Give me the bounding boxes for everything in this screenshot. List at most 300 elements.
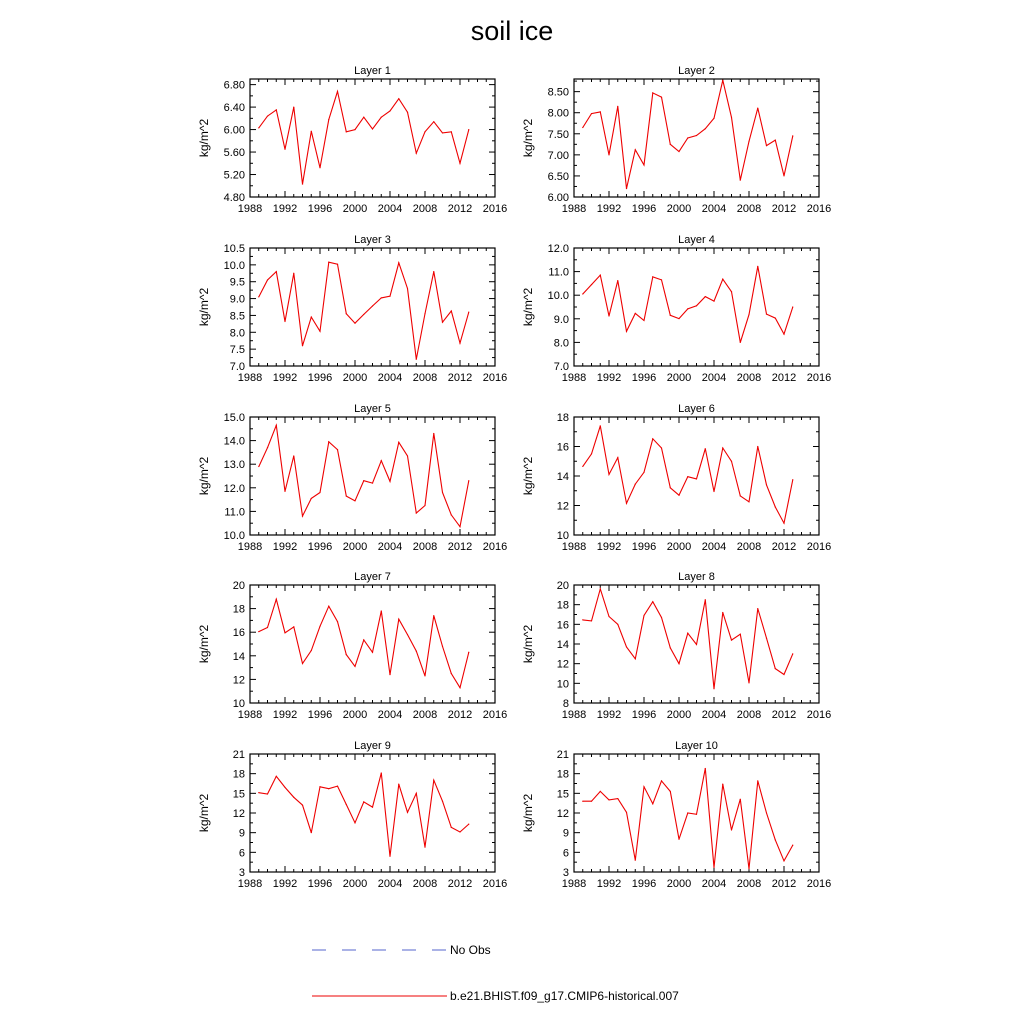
y-tick-label: 10 xyxy=(556,530,569,542)
y-tick-label: 12.0 xyxy=(547,243,569,255)
data-point xyxy=(643,615,644,616)
x-tick-label: 2016 xyxy=(482,709,508,721)
panel-layer-5 xyxy=(197,403,507,553)
data-point xyxy=(459,342,460,343)
y-tick-label: 8.0 xyxy=(553,337,569,350)
x-tick-label: 2004 xyxy=(701,203,727,215)
data-point xyxy=(617,280,618,281)
data-point xyxy=(468,824,469,825)
y-tick-label: 21 xyxy=(232,749,245,761)
data-point xyxy=(670,144,671,145)
data-point xyxy=(740,180,741,181)
x-tick-label: 2016 xyxy=(482,372,508,384)
data-point xyxy=(635,658,636,659)
data-point xyxy=(731,639,732,640)
data-point xyxy=(696,305,697,306)
y-tick-label: 8.00 xyxy=(547,107,569,120)
x-tick-label: 2008 xyxy=(736,709,762,721)
data-point xyxy=(284,491,285,492)
x-tick-label: 1992 xyxy=(596,203,622,215)
data-point xyxy=(372,305,373,306)
x-tick-label: 1996 xyxy=(307,541,333,553)
y-tick-label: 12 xyxy=(232,808,245,820)
data-point xyxy=(398,619,399,620)
x-tick-label: 2016 xyxy=(806,878,832,890)
data-point xyxy=(635,860,636,861)
data-point xyxy=(783,523,784,524)
data-point xyxy=(582,801,583,802)
data-point xyxy=(670,791,671,792)
data-point xyxy=(705,128,706,129)
x-tick-label: 2012 xyxy=(771,372,797,384)
data-point xyxy=(363,801,364,802)
x-tick-label: 2004 xyxy=(377,709,403,721)
y-tick-label: 20 xyxy=(232,580,245,592)
data-point xyxy=(276,109,277,110)
data-point xyxy=(687,476,688,477)
data-point xyxy=(661,617,662,618)
data-point xyxy=(381,610,382,611)
data-point xyxy=(258,296,259,297)
x-tick-label: 1988 xyxy=(561,372,587,384)
y-axis-label: kg/m^2 xyxy=(197,793,211,833)
data-point xyxy=(258,466,259,467)
data-point xyxy=(363,639,364,640)
y-tick-label: 5.60 xyxy=(223,147,245,160)
y-tick-label: 8.0 xyxy=(229,327,245,340)
data-point xyxy=(442,801,443,802)
data-point xyxy=(381,117,382,118)
data-point xyxy=(451,827,452,828)
data-point xyxy=(626,646,627,647)
data-point xyxy=(293,626,294,627)
data-point xyxy=(792,135,793,136)
x-tick-label: 1996 xyxy=(631,203,657,215)
y-tick-label: 11.0 xyxy=(224,506,245,519)
y-tick-label: 12.0 xyxy=(223,482,245,495)
data-point xyxy=(293,455,294,456)
data-point xyxy=(363,480,364,481)
y-tick-label: 7.00 xyxy=(547,149,569,162)
data-point xyxy=(591,453,592,454)
x-tick-label: 2000 xyxy=(666,709,692,721)
y-tick-label: 10 xyxy=(556,678,569,691)
data-point xyxy=(416,793,417,794)
data-point xyxy=(757,107,758,108)
x-tick-label: 2000 xyxy=(342,709,368,721)
x-tick-label: 2004 xyxy=(377,372,403,384)
data-point xyxy=(731,829,732,830)
y-tick-label: 7.5 xyxy=(229,344,245,357)
data-point xyxy=(407,455,408,456)
x-tick-label: 1988 xyxy=(561,709,587,721)
data-point xyxy=(302,663,303,664)
data-point xyxy=(713,301,714,302)
y-tick-label: 9.5 xyxy=(229,276,245,289)
data-point xyxy=(617,798,618,799)
data-point xyxy=(319,331,320,332)
data-point xyxy=(740,634,741,635)
y-tick-label: 8.50 xyxy=(547,86,569,99)
data-point xyxy=(678,318,679,319)
y-tick-label: 9 xyxy=(238,827,245,840)
data-point xyxy=(748,868,749,869)
data-point xyxy=(424,846,425,847)
data-point xyxy=(424,505,425,506)
data-point xyxy=(652,92,653,93)
data-point xyxy=(354,666,355,667)
data-point xyxy=(670,647,671,648)
data-point xyxy=(424,313,425,314)
data-point xyxy=(740,342,741,343)
data-point xyxy=(311,498,312,499)
data-point xyxy=(661,447,662,448)
data-point xyxy=(792,845,793,846)
x-tick-label: 2004 xyxy=(701,709,727,721)
data-point xyxy=(442,646,443,647)
data-point xyxy=(346,495,347,496)
data-point xyxy=(591,284,592,285)
data-point xyxy=(459,526,460,527)
y-axis-label: kg/m^2 xyxy=(521,118,535,158)
data-point xyxy=(363,117,364,118)
data-point xyxy=(678,839,679,840)
data-point xyxy=(757,608,758,609)
x-tick-label: 2012 xyxy=(771,878,797,890)
data-point xyxy=(608,315,609,316)
data-point xyxy=(284,321,285,322)
y-axis-label: kg/m^2 xyxy=(197,118,211,158)
data-point xyxy=(354,500,355,501)
x-tick-label: 2012 xyxy=(447,372,473,384)
data-point xyxy=(626,503,627,504)
data-point xyxy=(276,599,277,600)
data-point xyxy=(451,131,452,132)
data-point xyxy=(643,786,644,787)
data-point xyxy=(652,438,653,439)
y-axis-label: kg/m^2 xyxy=(197,287,211,327)
data-point xyxy=(346,131,347,132)
data-point xyxy=(372,482,373,483)
panel-layer-8 xyxy=(521,571,831,721)
y-tick-label: 9.0 xyxy=(229,293,245,306)
y-tick-label: 9.0 xyxy=(553,313,569,326)
data-point xyxy=(328,262,329,263)
legend-label-2: b.e21.BHIST.f09_g17.CMIP6-historical.007 xyxy=(450,989,679,1003)
y-tick-label: 7.50 xyxy=(547,128,569,141)
data-point xyxy=(652,276,653,277)
x-tick-label: 1992 xyxy=(272,878,298,890)
x-tick-label: 2016 xyxy=(482,878,508,890)
data-point xyxy=(389,856,390,857)
data-point xyxy=(652,803,653,804)
data-point xyxy=(389,296,390,297)
data-point xyxy=(582,127,583,128)
data-point xyxy=(678,663,679,664)
data-point xyxy=(319,167,320,168)
y-tick-label: 6.00 xyxy=(547,192,569,204)
data-point xyxy=(319,786,320,787)
plot-frame xyxy=(250,248,495,366)
data-point xyxy=(775,317,776,318)
data-point xyxy=(389,110,390,111)
data-point xyxy=(267,115,268,116)
y-tick-label: 12 xyxy=(232,674,245,687)
data-point xyxy=(705,296,706,297)
y-tick-label: 6 xyxy=(562,847,569,860)
data-point xyxy=(705,768,706,769)
y-tick-label: 10.0 xyxy=(223,530,245,542)
data-point xyxy=(757,266,758,267)
data-point xyxy=(433,780,434,781)
data-point xyxy=(328,441,329,442)
data-point xyxy=(713,867,714,868)
series-line-1 xyxy=(259,773,469,856)
data-point xyxy=(792,479,793,480)
x-tick-label: 1992 xyxy=(272,203,298,215)
data-point xyxy=(354,129,355,130)
data-point xyxy=(643,320,644,321)
y-tick-label: 15 xyxy=(232,788,245,801)
x-tick-label: 1996 xyxy=(631,709,657,721)
y-tick-label: 14 xyxy=(556,471,569,483)
data-point xyxy=(713,118,714,119)
x-tick-label: 2004 xyxy=(701,878,727,890)
data-point xyxy=(433,121,434,122)
data-point xyxy=(398,98,399,99)
data-point xyxy=(328,788,329,789)
data-point xyxy=(451,673,452,674)
data-point xyxy=(407,812,408,813)
legend xyxy=(312,943,679,1003)
series-line-1 xyxy=(583,426,793,523)
y-tick-label: 21 xyxy=(556,749,569,761)
data-point xyxy=(722,612,723,613)
x-tick-label: 2016 xyxy=(806,541,832,553)
data-point xyxy=(337,449,338,450)
panel-title: Layer 4 xyxy=(678,234,715,246)
y-tick-label: 18 xyxy=(556,768,569,781)
x-tick-label: 1992 xyxy=(596,541,622,553)
data-point xyxy=(267,447,268,448)
x-tick-label: 1988 xyxy=(561,878,587,890)
x-tick-label: 1992 xyxy=(272,709,298,721)
data-point xyxy=(416,512,417,513)
data-point xyxy=(381,297,382,298)
data-point xyxy=(748,682,749,683)
x-tick-label: 1988 xyxy=(237,878,263,890)
x-tick-label: 2004 xyxy=(377,541,403,553)
x-tick-label: 2016 xyxy=(482,203,508,215)
y-tick-label: 12 xyxy=(556,808,569,820)
data-point xyxy=(775,140,776,141)
data-point xyxy=(311,131,312,132)
data-point xyxy=(381,460,382,461)
data-point xyxy=(442,132,443,133)
y-tick-label: 16 xyxy=(232,627,245,640)
x-tick-label: 2012 xyxy=(771,203,797,215)
x-tick-label: 1992 xyxy=(272,541,298,553)
data-point xyxy=(635,149,636,150)
x-tick-label: 2000 xyxy=(666,203,692,215)
panel-layer-7 xyxy=(197,571,507,721)
data-point xyxy=(442,322,443,323)
x-tick-label: 2004 xyxy=(701,372,727,384)
data-point xyxy=(468,480,469,481)
data-point xyxy=(722,80,723,81)
data-point xyxy=(258,127,259,128)
data-point xyxy=(284,787,285,788)
series-line-1 xyxy=(259,91,469,184)
data-point xyxy=(328,119,329,120)
data-point xyxy=(678,495,679,496)
data-point xyxy=(293,797,294,798)
x-tick-label: 2012 xyxy=(447,541,473,553)
y-axis-label: kg/m^2 xyxy=(521,624,535,664)
panel-layer-10 xyxy=(521,740,831,890)
x-tick-label: 1992 xyxy=(596,372,622,384)
data-point xyxy=(783,334,784,335)
data-point xyxy=(766,638,767,639)
data-point xyxy=(433,615,434,616)
data-point xyxy=(696,135,697,136)
data-point xyxy=(722,447,723,448)
data-point xyxy=(267,627,268,628)
x-tick-label: 2008 xyxy=(412,878,438,890)
data-point xyxy=(731,291,732,292)
data-point xyxy=(626,812,627,813)
x-tick-label: 2000 xyxy=(342,203,368,215)
data-point xyxy=(459,687,460,688)
y-tick-label: 16 xyxy=(556,619,569,632)
data-point xyxy=(284,632,285,633)
data-point xyxy=(670,315,671,316)
x-tick-label: 1996 xyxy=(307,372,333,384)
data-point xyxy=(713,688,714,689)
x-tick-label: 2000 xyxy=(342,372,368,384)
x-tick-label: 2016 xyxy=(482,541,508,553)
data-point xyxy=(354,822,355,823)
x-tick-label: 2008 xyxy=(736,878,762,890)
data-point xyxy=(293,106,294,107)
data-point xyxy=(372,652,373,653)
x-tick-label: 2004 xyxy=(377,203,403,215)
panel-title: Layer 10 xyxy=(675,740,718,752)
data-point xyxy=(766,484,767,485)
data-point xyxy=(407,288,408,289)
data-point xyxy=(591,801,592,802)
data-point xyxy=(311,650,312,651)
data-point xyxy=(696,814,697,815)
panel-layer-4 xyxy=(521,234,831,384)
data-point xyxy=(617,106,618,107)
data-point xyxy=(459,831,460,832)
data-point xyxy=(661,279,662,280)
y-tick-label: 6.80 xyxy=(223,79,245,92)
y-tick-label: 6.50 xyxy=(547,170,569,183)
data-point xyxy=(363,314,364,315)
data-point xyxy=(381,772,382,773)
data-point xyxy=(600,588,601,589)
data-point xyxy=(433,433,434,434)
y-tick-label: 18 xyxy=(232,768,245,781)
data-point xyxy=(635,484,636,485)
data-point xyxy=(267,793,268,794)
panel-title: Layer 6 xyxy=(678,403,715,415)
data-point xyxy=(468,311,469,312)
series-line-1 xyxy=(583,80,793,188)
data-point xyxy=(766,145,767,146)
data-point xyxy=(276,425,277,426)
y-axis-label: kg/m^2 xyxy=(521,287,535,327)
data-point xyxy=(258,792,259,793)
x-tick-label: 2012 xyxy=(447,203,473,215)
data-point xyxy=(705,448,706,449)
data-point xyxy=(468,129,469,130)
panel-title: Layer 9 xyxy=(354,740,391,752)
data-point xyxy=(389,674,390,675)
data-point xyxy=(731,117,732,118)
data-point xyxy=(687,812,688,813)
data-point xyxy=(722,279,723,280)
plot-frame xyxy=(574,79,819,197)
x-tick-label: 1988 xyxy=(561,541,587,553)
data-point xyxy=(407,634,408,635)
data-point xyxy=(783,674,784,675)
data-point xyxy=(582,619,583,620)
data-point xyxy=(354,323,355,324)
x-tick-label: 1992 xyxy=(596,878,622,890)
x-tick-label: 2016 xyxy=(806,709,832,721)
data-point xyxy=(258,631,259,632)
data-point xyxy=(311,832,312,833)
data-point xyxy=(748,314,749,315)
data-point xyxy=(346,313,347,314)
plot-frame xyxy=(250,417,495,535)
x-tick-label: 1996 xyxy=(307,709,333,721)
data-point xyxy=(775,668,776,669)
x-tick-label: 2004 xyxy=(701,541,727,553)
data-point xyxy=(661,780,662,781)
data-point xyxy=(346,654,347,655)
panel-layer-9 xyxy=(197,740,507,890)
y-tick-label: 14.0 xyxy=(223,435,245,448)
y-tick-label: 9 xyxy=(562,827,569,840)
data-point xyxy=(459,163,460,164)
x-tick-label: 2000 xyxy=(342,878,368,890)
x-tick-label: 1988 xyxy=(237,709,263,721)
data-point xyxy=(608,154,609,155)
data-point xyxy=(670,487,671,488)
y-tick-label: 6.00 xyxy=(223,124,245,137)
panel-title: Layer 1 xyxy=(354,65,391,77)
panel-layer-3 xyxy=(197,234,507,384)
data-point xyxy=(766,313,767,314)
data-point xyxy=(713,491,714,492)
y-tick-label: 7.0 xyxy=(229,361,245,373)
series-line-1 xyxy=(583,589,793,689)
data-point xyxy=(740,495,741,496)
data-point xyxy=(337,786,338,787)
y-tick-label: 4.80 xyxy=(223,192,245,204)
figure-title: soil ice xyxy=(470,16,554,46)
x-tick-label: 1988 xyxy=(237,203,263,215)
data-point xyxy=(424,675,425,676)
y-axis-label: kg/m^2 xyxy=(521,456,535,496)
y-axis-label: kg/m^2 xyxy=(521,793,535,833)
data-point xyxy=(696,644,697,645)
data-point xyxy=(748,501,749,502)
